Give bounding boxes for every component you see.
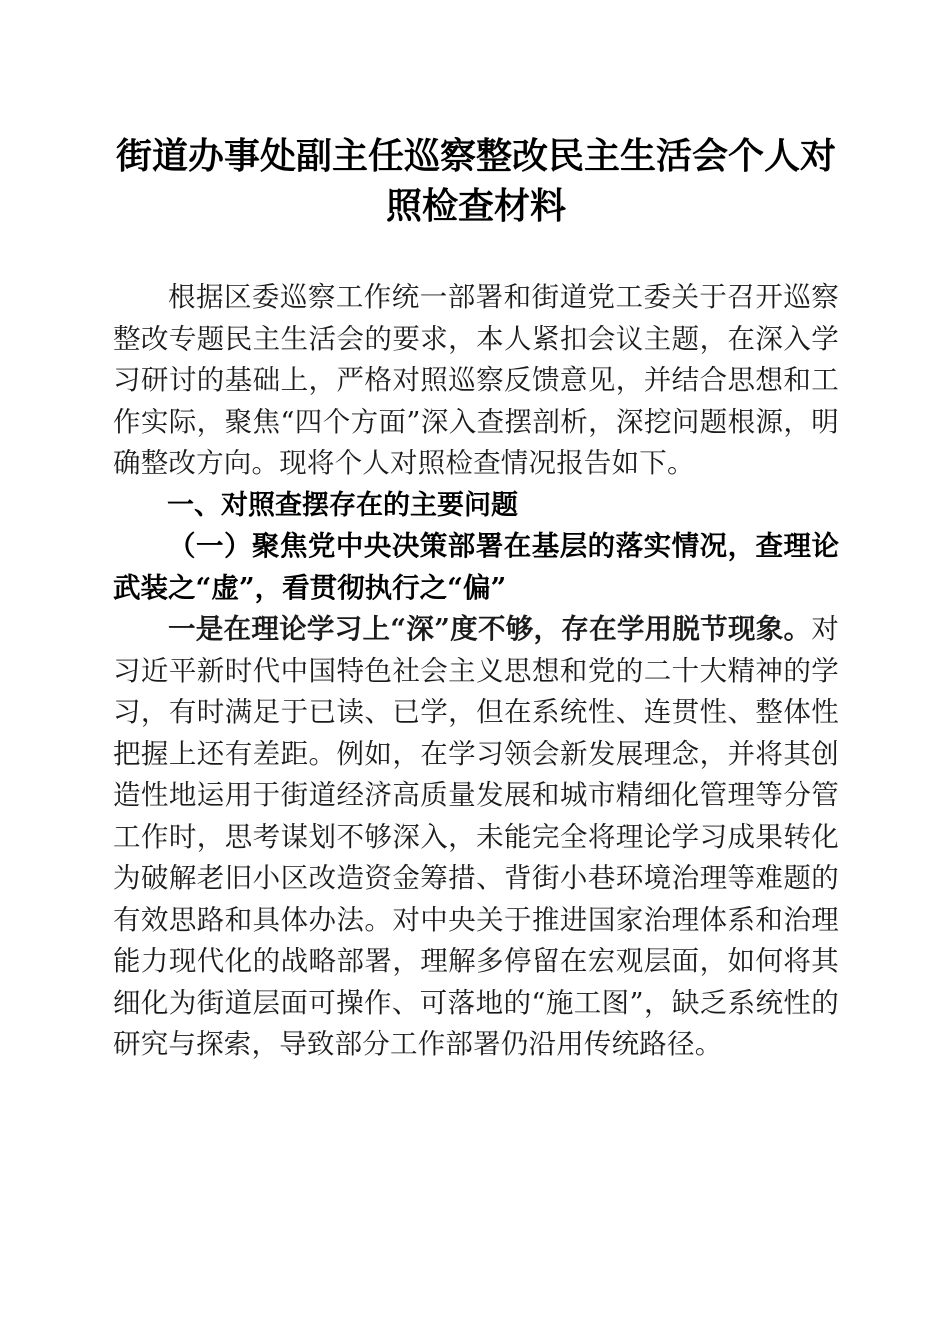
item-paragraph-one — [113, 609, 839, 1066]
item-one-body: 对习近平新时代中国特色社会主义思想和党的二十大精神的学习，有时满足于已读、已学，但在系统性、连贯性、整体性把握上还有差距。例如，在学习领会新发展理念，并将其创造性地运用于街道经济高质量发展和城市精细化管理等分管工作时，思考谋划不够深入，未能完全将理论学习成果转化为破解老旧小区改造资金筹措、背街小巷环境治理等难题的有效思路和具体办法。对中央关于推进国家治理体系和治理能力现代化的战略部署，理解多停留在宏观层面，如何将其细化为街道层面可操作、可落地的“施工图”，缺乏系统性的研究与探索，导致部分工作部署仍沿用传统路径。 — [113, 613, 839, 1060]
subsection-heading-one-a: （一）聚焦党中央决策部署在基层的落实情况，查理论武装之“虚”，看贯彻执行之“偏” — [113, 530, 839, 604]
item-one-lead: 一是在理论学习上“深”度不够，存在学用脱节现象。 — [168, 613, 812, 645]
document-body — [113, 0, 839, 1066]
intro-paragraph: 根据区委巡察工作统一部署和街道党工委关于召开巡察整改专题民主生活会的要求，本人紧扣会议主题，在深入学习研讨的基础上，严格对照巡察反馈意见，并结合思想和工作实际，聚焦“四个方面”深入查摆剖析，深挖问题根源，明确整改方向。现将个人对照检查情况报告如下。 — [113, 281, 839, 479]
page-title-line-2: 照检查材料 — [385, 185, 566, 227]
page-title-line-1: 街道办事处副主任巡察整改民主生活会个人对 — [115, 135, 836, 177]
page-title — [113, 0, 839, 231]
section-heading-one: 一、对照查摆存在的主要问题 — [167, 489, 518, 521]
